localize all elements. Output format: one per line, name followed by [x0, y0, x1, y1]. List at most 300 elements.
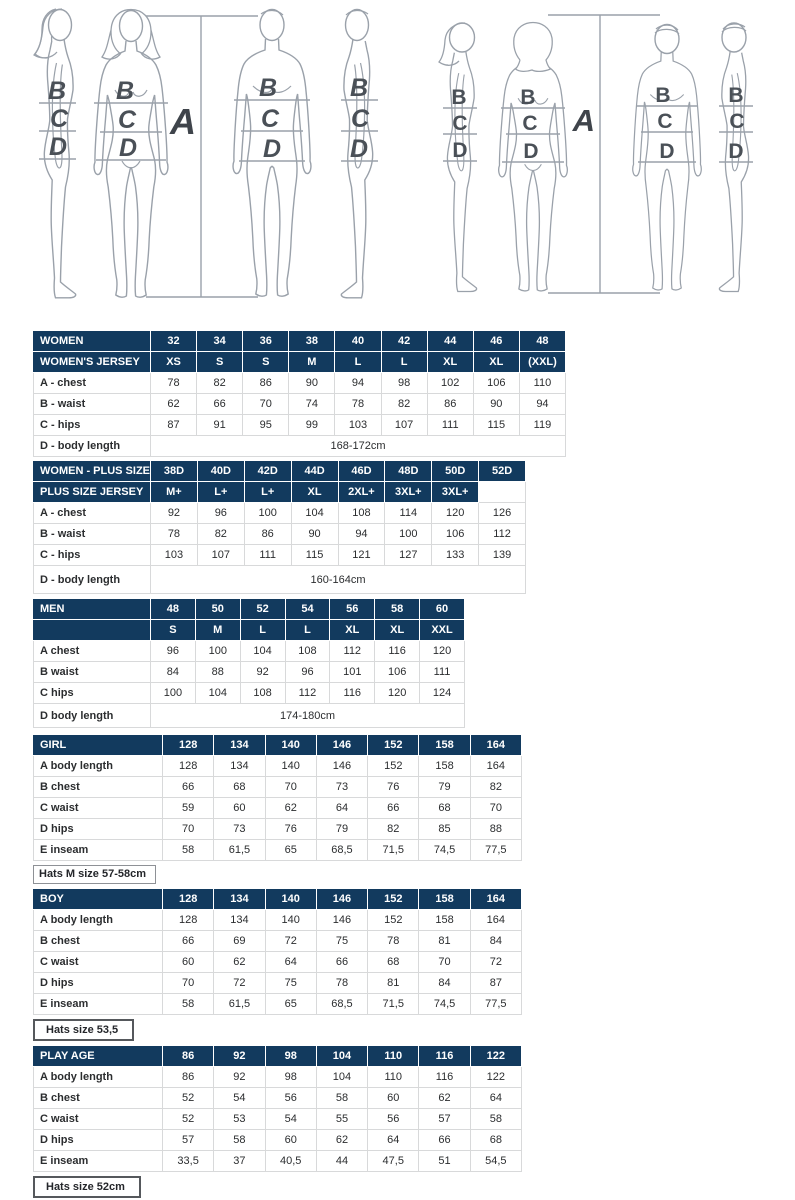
- men-header-row: [34, 599, 465, 620]
- waist-letter: C: [117, 106, 137, 134]
- chest-letter: B: [115, 77, 135, 105]
- measure-cell: 152: [368, 910, 419, 931]
- measure-cell: 88: [195, 662, 240, 683]
- body-length-row: [34, 704, 465, 728]
- measure-cell: 146: [316, 756, 367, 777]
- jersey-size-cell: M: [289, 352, 335, 373]
- body-length-row: [34, 566, 526, 594]
- jersey-size-cell: S: [197, 352, 243, 373]
- figure-woman-side: [34, 9, 76, 298]
- measure-row: [34, 662, 465, 683]
- measure-cell: 134: [214, 756, 265, 777]
- waist-letter: C: [522, 112, 538, 135]
- measure-cell: 66: [197, 394, 243, 415]
- size-header-cell: 110: [368, 1046, 419, 1067]
- body-length-row: [34, 436, 566, 457]
- measure-cell: 78: [335, 394, 381, 415]
- measure-cell: 60: [265, 1130, 316, 1151]
- jersey-size-cell: XL: [330, 620, 375, 641]
- measure-cell: 69: [214, 931, 265, 952]
- measure-cell: 62: [316, 1130, 367, 1151]
- measure-cell: 111: [420, 662, 465, 683]
- measure-cell: 57: [163, 1130, 214, 1151]
- play-age-header-row: [34, 1046, 522, 1067]
- measure-row: [34, 641, 465, 662]
- measure-cell: 102: [427, 373, 473, 394]
- size-header-cell: 152: [368, 735, 419, 756]
- women-jersey-row: [34, 352, 566, 373]
- measure-label: D hips: [34, 1130, 163, 1151]
- measure-cell: 87: [151, 415, 197, 436]
- measure-label: C waist: [34, 952, 163, 973]
- measure-cell: 58: [163, 840, 214, 861]
- measure-cell: 54: [214, 1088, 265, 1109]
- measure-cell: 116: [419, 1067, 470, 1088]
- measure-label: C - hips: [34, 415, 151, 436]
- measure-row: [34, 1151, 522, 1172]
- measure-row: [34, 394, 566, 415]
- measure-cell: 140: [265, 756, 316, 777]
- measure-cell: 61,5: [214, 840, 265, 861]
- jersey-title: WOMEN'S JERSEY: [34, 352, 151, 373]
- measure-label: D hips: [34, 973, 163, 994]
- measure-cell: 103: [335, 415, 381, 436]
- measure-cell: 65: [265, 994, 316, 1015]
- size-header-cell: 38D: [151, 461, 198, 482]
- size-header-cell: 50D: [432, 461, 479, 482]
- measure-row: [34, 798, 522, 819]
- measure-cell: 133: [432, 545, 479, 566]
- measure-label: C waist: [34, 798, 163, 819]
- jersey-title: PLUS SIZE JERSEY: [34, 482, 151, 503]
- measure-cell: 115: [473, 415, 519, 436]
- measure-cell: 124: [420, 683, 465, 704]
- height-letter: A: [170, 101, 196, 142]
- measure-cell: 92: [240, 662, 285, 683]
- measure-cell: 33,5: [163, 1151, 214, 1172]
- size-header-cell: 44D: [291, 461, 338, 482]
- measure-row: [34, 545, 526, 566]
- measure-label: D body length: [34, 704, 151, 728]
- measure-row: [34, 503, 526, 524]
- body-length-value: 168-172cm: [151, 436, 566, 457]
- measure-cell: 81: [419, 931, 470, 952]
- jersey-size-cell: L+: [244, 482, 291, 503]
- measure-cell: 73: [214, 819, 265, 840]
- measure-cell: 128: [163, 756, 214, 777]
- measure-cell: 66: [316, 952, 367, 973]
- measure-cell: 70: [265, 777, 316, 798]
- measure-cell: 86: [427, 394, 473, 415]
- chest-letter: B: [728, 84, 744, 107]
- play-age-hats-note: Hats size 52cm: [33, 1176, 141, 1198]
- measure-cell: 164: [470, 756, 521, 777]
- size-header-cell: 86: [163, 1046, 214, 1067]
- measure-cell: 87: [470, 973, 521, 994]
- jersey-size-cell: L: [285, 620, 330, 641]
- measure-cell: 108: [285, 641, 330, 662]
- size-header-cell: 92: [214, 1046, 265, 1067]
- measure-cell: 99: [289, 415, 335, 436]
- measure-cell: 88: [470, 819, 521, 840]
- body-measurement-diagram: [0, 0, 795, 330]
- measure-cell: 77,5: [470, 994, 521, 1015]
- measure-cell: 70: [470, 798, 521, 819]
- measure-cell: 112: [285, 683, 330, 704]
- measure-cell: 62: [214, 952, 265, 973]
- head: [450, 23, 475, 52]
- measure-cell: 121: [338, 545, 385, 566]
- size-header-cell: 134: [214, 889, 265, 910]
- measure-cell: 91: [197, 415, 243, 436]
- measure-cell: 79: [316, 819, 367, 840]
- table-title: WOMEN: [34, 331, 151, 352]
- jersey-size-cell: S: [151, 620, 196, 641]
- measure-cell: 90: [289, 373, 335, 394]
- boy-hats-note: Hats size 53,5: [33, 1019, 134, 1041]
- measure-cell: 94: [338, 524, 385, 545]
- measure-cell: 85: [419, 819, 470, 840]
- measure-cell: 82: [197, 524, 244, 545]
- measure-label: A - chest: [34, 503, 151, 524]
- measure-cell: 86: [163, 1067, 214, 1088]
- head: [260, 10, 284, 41]
- chest-letter: B: [349, 74, 369, 102]
- measure-cell: 106: [473, 373, 519, 394]
- jersey-size-cell: 2XL+: [338, 482, 385, 503]
- measure-label: C hips: [34, 683, 151, 704]
- size-header-cell: 152: [368, 889, 419, 910]
- table-title: PLAY AGE: [34, 1046, 163, 1067]
- figure-man-front: [233, 10, 311, 297]
- measure-cell: 119: [519, 415, 565, 436]
- figures-svg: [0, 0, 795, 330]
- measure-cell: 62: [151, 394, 197, 415]
- measure-cell: 100: [244, 503, 291, 524]
- size-header-cell: 146: [316, 735, 367, 756]
- jersey-size-cell: L: [240, 620, 285, 641]
- measure-cell: 68: [368, 952, 419, 973]
- size-header-cell: 140: [265, 889, 316, 910]
- jersey-size-cell: XS: [151, 352, 197, 373]
- measure-cell: 79: [419, 777, 470, 798]
- measure-cell: 65: [265, 840, 316, 861]
- measure-row: [34, 910, 522, 931]
- measure-cell: 111: [427, 415, 473, 436]
- jersey-size-cell: XL: [473, 352, 519, 373]
- head: [49, 10, 72, 41]
- measure-row: [34, 994, 522, 1015]
- measure-cell: 70: [163, 819, 214, 840]
- measure-cell: 66: [368, 798, 419, 819]
- jersey-size-cell: S: [243, 352, 289, 373]
- measure-cell: 152: [368, 756, 419, 777]
- measure-cell: 128: [163, 910, 214, 931]
- size-header-cell: 32: [151, 331, 197, 352]
- measure-cell: 164: [470, 910, 521, 931]
- measure-cell: 72: [265, 931, 316, 952]
- measure-cell: 37: [214, 1151, 265, 1172]
- measure-cell: 112: [330, 641, 375, 662]
- measure-label: A body length: [34, 756, 163, 777]
- measure-cell: 104: [240, 641, 285, 662]
- jersey-size-cell: M: [195, 620, 240, 641]
- measure-cell: 44: [316, 1151, 367, 1172]
- measure-cell: 66: [163, 777, 214, 798]
- waist-letter: C: [657, 110, 673, 133]
- measure-cell: 106: [375, 662, 420, 683]
- figure-boy-side: [719, 23, 753, 292]
- measure-row: [34, 1067, 522, 1088]
- measure-label: B - waist: [34, 394, 151, 415]
- measure-label: B chest: [34, 931, 163, 952]
- size-header-cell: 42: [381, 331, 427, 352]
- measure-cell: 98: [381, 373, 427, 394]
- measure-cell: 66: [163, 931, 214, 952]
- size-header-cell: 36: [243, 331, 289, 352]
- measure-cell: 77,5: [470, 840, 521, 861]
- size-header-cell: 48: [519, 331, 565, 352]
- chest-letter: B: [655, 84, 671, 107]
- measure-cell: 96: [151, 641, 196, 662]
- measure-cell: 104: [291, 503, 338, 524]
- size-header-cell: 158: [419, 735, 470, 756]
- measure-cell: 78: [316, 973, 367, 994]
- measure-cell: 139: [479, 545, 526, 566]
- measure-label: C - hips: [34, 545, 151, 566]
- measure-cell: 95: [243, 415, 289, 436]
- jersey-size-cell: 3XL+: [385, 482, 432, 503]
- measure-cell: 58: [163, 994, 214, 1015]
- measure-cell: 57: [419, 1109, 470, 1130]
- measure-cell: 58: [316, 1088, 367, 1109]
- size-header-cell: 164: [470, 889, 521, 910]
- measure-cell: 68: [470, 1130, 521, 1151]
- size-header-cell: 134: [214, 735, 265, 756]
- measure-row: [34, 952, 522, 973]
- measure-cell: 103: [151, 545, 198, 566]
- hips-letter: D: [659, 140, 675, 163]
- measure-cell: 62: [265, 798, 316, 819]
- measure-cell: 116: [330, 683, 375, 704]
- measure-cell: 74: [289, 394, 335, 415]
- measure-cell: 140: [265, 910, 316, 931]
- measure-row: [34, 840, 522, 861]
- measure-cell: 111: [244, 545, 291, 566]
- jersey-size-cell: XL: [375, 620, 420, 641]
- size-header-cell: 140: [265, 735, 316, 756]
- measure-label: D - body length: [34, 436, 151, 457]
- figure-boy-front: [633, 25, 702, 291]
- measure-cell: 59: [163, 798, 214, 819]
- jersey-size-cell: XL: [291, 482, 338, 503]
- measure-row: [34, 777, 522, 798]
- jersey-size-cell: XXL: [420, 620, 465, 641]
- measure-cell: 71,5: [368, 840, 419, 861]
- measure-label: D - body length: [34, 566, 151, 594]
- boy-size-table: [33, 888, 522, 1015]
- measure-cell: 70: [419, 952, 470, 973]
- measure-cell: 100: [195, 641, 240, 662]
- measure-cell: 68,5: [316, 840, 367, 861]
- size-header-cell: 128: [163, 735, 214, 756]
- measure-row: [34, 973, 522, 994]
- chest-letter: B: [520, 86, 536, 109]
- measure-cell: 92: [214, 1067, 265, 1088]
- measure-cell: 90: [473, 394, 519, 415]
- jersey-size-cell: 3XL+: [432, 482, 479, 503]
- measure-cell: 106: [432, 524, 479, 545]
- measure-label: B chest: [34, 777, 163, 798]
- measure-label: D hips: [34, 819, 163, 840]
- hips-letter: D: [523, 140, 539, 163]
- measure-cell: 110: [519, 373, 565, 394]
- measure-cell: 70: [163, 973, 214, 994]
- measure-cell: 96: [197, 503, 244, 524]
- measure-cell: 78: [151, 373, 197, 394]
- measure-cell: 54,5: [470, 1151, 521, 1172]
- measure-cell: 64: [368, 1130, 419, 1151]
- figure-girl-side: [439, 23, 477, 292]
- girl-header-row: [34, 735, 522, 756]
- size-header-cell: 50: [195, 599, 240, 620]
- measure-cell: 108: [338, 503, 385, 524]
- girl-size-table: [33, 734, 522, 861]
- measure-row: [34, 1088, 522, 1109]
- men-size-table: [33, 598, 465, 728]
- measure-cell: 82: [197, 373, 243, 394]
- body-length-value: 174-180cm: [151, 704, 465, 728]
- measure-cell: 84: [470, 931, 521, 952]
- measure-cell: 78: [151, 524, 198, 545]
- measure-label: E inseam: [34, 994, 163, 1015]
- size-header-cell: 34: [197, 331, 243, 352]
- measure-cell: 71,5: [368, 994, 419, 1015]
- measure-cell: 72: [470, 952, 521, 973]
- plus-header-row: [34, 461, 526, 482]
- measure-cell: 86: [244, 524, 291, 545]
- women-plus-size-table: [33, 460, 526, 594]
- size-header-cell: 42D: [244, 461, 291, 482]
- measure-cell: 82: [381, 394, 427, 415]
- measure-cell: 52: [163, 1109, 214, 1130]
- measure-cell: 74,5: [419, 840, 470, 861]
- plus-jersey-row: [34, 482, 526, 503]
- hips-letter: D: [728, 140, 744, 163]
- measure-cell: 116: [375, 641, 420, 662]
- measure-cell: 66: [419, 1130, 470, 1151]
- measure-row: [34, 819, 522, 840]
- measure-cell: 78: [368, 931, 419, 952]
- size-header-cell: 48: [151, 599, 196, 620]
- measure-cell: 127: [385, 545, 432, 566]
- hips-letter: D: [48, 133, 68, 161]
- measure-cell: 64: [470, 1088, 521, 1109]
- measure-cell: 110: [368, 1067, 419, 1088]
- measure-row: [34, 524, 526, 545]
- height-letter: A: [572, 103, 595, 138]
- measure-cell: 100: [151, 683, 196, 704]
- size-header-cell: 44: [427, 331, 473, 352]
- boy-header-row: [34, 889, 522, 910]
- measure-cell: 60: [163, 952, 214, 973]
- measure-cell: 82: [368, 819, 419, 840]
- measure-cell: 92: [151, 503, 198, 524]
- measure-label: C waist: [34, 1109, 163, 1130]
- measure-label: B chest: [34, 1088, 163, 1109]
- jersey-size-cell: L: [335, 352, 381, 373]
- hips-letter: D: [262, 135, 282, 163]
- table-title: MEN: [34, 599, 151, 620]
- waist-letter: C: [260, 105, 280, 133]
- size-header-cell: 104: [316, 1046, 367, 1067]
- measure-cell: 96: [285, 662, 330, 683]
- size-header-cell: 48D: [385, 461, 432, 482]
- measure-cell: 107: [197, 545, 244, 566]
- measure-cell: 134: [214, 910, 265, 931]
- measure-cell: 58: [470, 1109, 521, 1130]
- figure-man-side: [341, 10, 378, 298]
- measure-cell: 75: [265, 973, 316, 994]
- figure-woman-front: [94, 10, 168, 298]
- measure-row: [34, 931, 522, 952]
- size-header-cell: 98: [265, 1046, 316, 1067]
- measure-label: A body length: [34, 910, 163, 931]
- jersey-size-cell: L: [381, 352, 427, 373]
- measure-cell: 62: [419, 1088, 470, 1109]
- play-age-size-table: [33, 1045, 522, 1172]
- measure-cell: 64: [316, 798, 367, 819]
- measure-cell: 107: [381, 415, 427, 436]
- waist-letter: C: [452, 112, 468, 135]
- measure-cell: 120: [432, 503, 479, 524]
- measure-cell: 158: [419, 756, 470, 777]
- measure-label: B waist: [34, 662, 151, 683]
- measure-cell: 53: [214, 1109, 265, 1130]
- measure-cell: 90: [291, 524, 338, 545]
- measure-row: [34, 373, 566, 394]
- measure-cell: 73: [316, 777, 367, 798]
- measure-cell: 75: [316, 931, 367, 952]
- measure-row: [34, 1109, 522, 1130]
- measure-cell: 54: [265, 1109, 316, 1130]
- measure-cell: 72: [214, 973, 265, 994]
- size-header-cell: 46: [473, 331, 519, 352]
- measure-label: A - chest: [34, 373, 151, 394]
- jersey-size-cell: (XXL): [519, 352, 565, 373]
- hips-letter: D: [349, 135, 369, 163]
- measure-cell: 51: [419, 1151, 470, 1172]
- measure-cell: 68: [214, 777, 265, 798]
- measure-cell: 126: [479, 503, 526, 524]
- size-header-cell: 146: [316, 889, 367, 910]
- measure-cell: 56: [368, 1109, 419, 1130]
- measure-cell: 104: [316, 1067, 367, 1088]
- measure-cell: 104: [195, 683, 240, 704]
- size-header-cell: 46D: [338, 461, 385, 482]
- measure-cell: 61,5: [214, 994, 265, 1015]
- measure-cell: 94: [335, 373, 381, 394]
- measure-cell: 70: [243, 394, 289, 415]
- women-header-row: [34, 331, 566, 352]
- measure-cell: 58: [214, 1130, 265, 1151]
- size-header-cell: 52: [240, 599, 285, 620]
- measure-cell: 68: [419, 798, 470, 819]
- measure-cell: 56: [265, 1088, 316, 1109]
- measure-row: [34, 683, 465, 704]
- measure-cell: 68,5: [316, 994, 367, 1015]
- jersey-size-cell: L+: [197, 482, 244, 503]
